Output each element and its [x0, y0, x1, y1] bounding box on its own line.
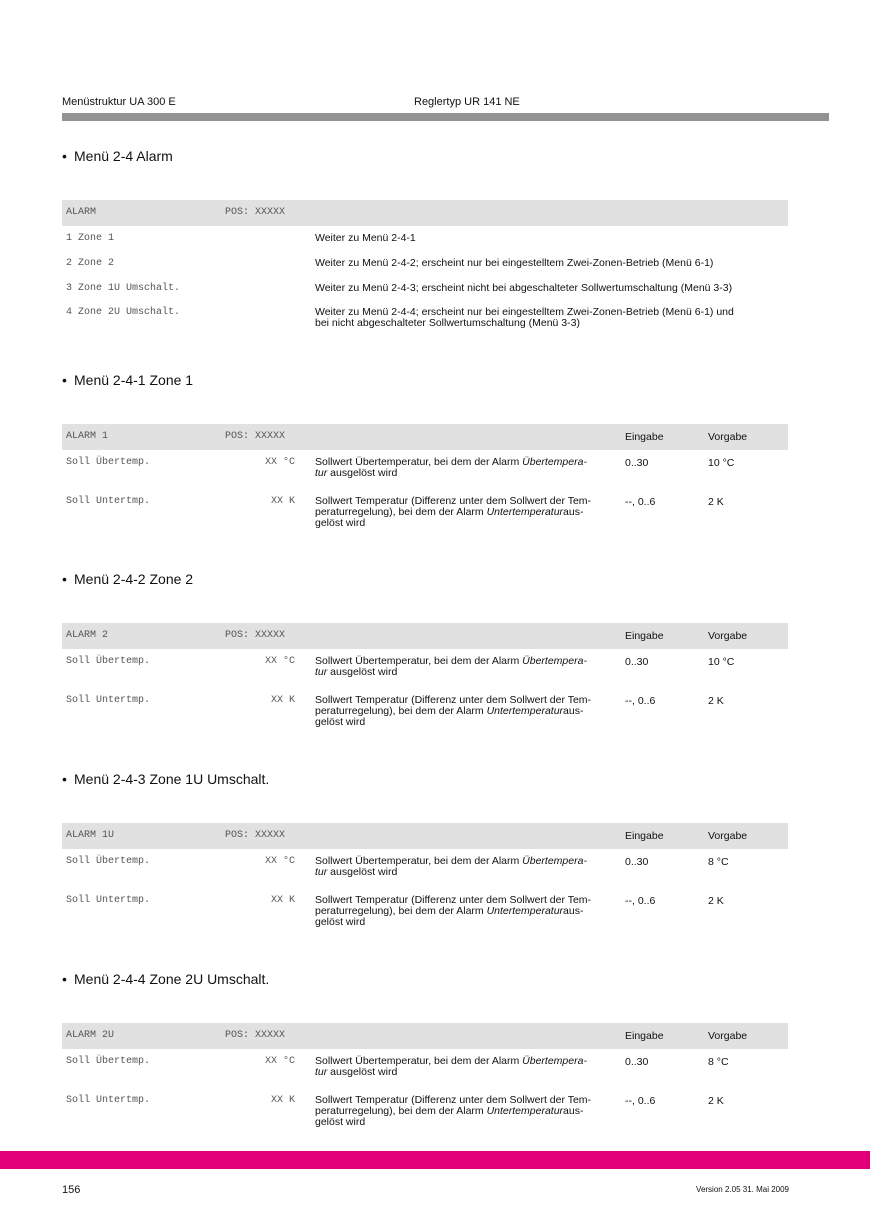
table-row	[62, 1088, 788, 1132]
row-value: XX K	[270, 695, 295, 706]
row-input: 0..30	[625, 856, 649, 868]
table-row	[62, 649, 788, 688]
table-row	[62, 888, 788, 932]
row-desc: Sollwert Temperatur (Differenz unter dem Sollwert der Tem- peraturregelung), bei dem der Alarm Untertemperaturaus- gelöst wird	[315, 894, 592, 928]
col-name-header: ALARM 2	[66, 630, 109, 641]
col-pos-header: POS: XXXXX	[225, 630, 286, 641]
row-value: XX K	[270, 895, 295, 906]
footer-bar	[0, 1151, 870, 1169]
row-name: Soll Untertmp.	[66, 496, 151, 507]
row-input: --, 0..6	[625, 695, 656, 707]
table-row	[62, 688, 788, 732]
table-row	[62, 450, 788, 489]
table-header	[62, 623, 788, 649]
table-row	[62, 849, 788, 888]
table-row	[62, 300, 788, 330]
row-input: --, 0..6	[625, 895, 656, 907]
header-rule	[62, 113, 829, 121]
section-heading-zone: • Menü 2-4-3 Zone 1U Umschalt.	[62, 771, 270, 787]
version-date: Version 2.05 31. Mai 2009	[696, 1185, 789, 1194]
row-desc: Weiter zu Menü 2-4-3; erscheint nicht bei abgeschalteter Sollwertumschaltung (Menü 3-3)	[315, 282, 733, 294]
section-heading-zone: • Menü 2-4-4 Zone 2U Umschalt.	[62, 971, 270, 987]
bullet: •	[62, 771, 67, 787]
table-row	[62, 276, 788, 300]
table-header	[62, 424, 788, 450]
col-pos-header: POS: XXXXX	[225, 431, 286, 442]
row-name: 3 Zone 1U Umschalt.	[66, 283, 181, 294]
col-name-header: ALARM 2U	[66, 1030, 115, 1041]
table-row	[62, 489, 788, 533]
row-input: 0..30	[625, 457, 649, 469]
table-zone	[62, 1023, 788, 1132]
header-left-title: Menüstruktur UA 300 E	[62, 96, 176, 108]
row-input: 0..30	[625, 656, 649, 668]
row-name: Soll Übertemp.	[66, 1056, 151, 1067]
table-zone	[62, 424, 788, 533]
row-value: XX °C	[264, 457, 295, 468]
col-name-header: ALARM	[66, 207, 97, 218]
bullet: •	[62, 971, 67, 987]
row-name: Soll Übertemp.	[66, 856, 151, 867]
row-desc: Weiter zu Menü 2-4-4; erscheint nur bei eingestelltem Zwei-Zonen-Betrieb (Menü 6-1) und bei nicht abgeschalteter Sollwertumschaltung (Menü 3-3)	[315, 306, 734, 329]
col-default-header: Vorgabe	[708, 630, 748, 642]
row-name: 4 Zone 2U Umschalt.	[66, 307, 181, 318]
row-desc: Sollwert Übertemperatur, bei dem der Alarm Übertempera- tur ausgelöst wird	[315, 1055, 587, 1078]
row-desc: Weiter zu Menü 2-4-1	[315, 232, 416, 244]
row-value: XX °C	[264, 656, 295, 667]
row-name: Soll Untertmp.	[66, 1095, 151, 1106]
col-default-header: Vorgabe	[708, 431, 748, 443]
table-row	[62, 226, 788, 251]
row-name: Soll Übertemp.	[66, 457, 151, 468]
row-desc: Sollwert Temperatur (Differenz unter dem Sollwert der Tem- peraturregelung), bei dem der Alarm Untertemperaturaus- gelöst wird	[315, 495, 592, 529]
row-desc: Weiter zu Menü 2-4-2; erscheint nur bei eingestelltem Zwei-Zonen-Betrieb (Menü 6-1)	[315, 257, 714, 269]
col-default-header: Vorgabe	[708, 830, 748, 842]
col-input-header: Eingabe	[625, 830, 664, 842]
table-header	[62, 200, 788, 226]
row-value: XX °C	[264, 856, 295, 867]
row-name: Soll Untertmp.	[66, 895, 151, 906]
row-input: --, 0..6	[625, 1095, 656, 1107]
section-heading-alarm: • Menü 2-4 Alarm	[62, 148, 173, 164]
col-default-header: Vorgabe	[708, 1030, 748, 1042]
row-name: 2 Zone 2	[66, 258, 115, 269]
row-value: XX K	[270, 496, 295, 507]
row-name: Soll Untertmp.	[66, 695, 151, 706]
bullet: •	[62, 148, 67, 164]
col-input-header: Eingabe	[625, 431, 664, 443]
col-pos-header: POS: XXXXX	[225, 1030, 286, 1041]
row-desc: Sollwert Übertemperatur, bei dem der Alarm Übertempera- tur ausgelöst wird	[315, 855, 587, 878]
row-default: 8 °C	[708, 856, 729, 868]
section-heading-zone: • Menü 2-4-1 Zone 1	[62, 372, 194, 388]
col-pos-header: POS: XXXXX	[225, 830, 286, 841]
table-alarm	[62, 200, 788, 330]
row-default: 2 K	[708, 895, 724, 907]
row-default: 8 °C	[708, 1056, 729, 1068]
table-header	[62, 823, 788, 849]
row-desc: Sollwert Übertemperatur, bei dem der Alarm Übertempera- tur ausgelöst wird	[315, 655, 587, 678]
bullet: •	[62, 571, 67, 587]
section-heading-zone: • Menü 2-4-2 Zone 2	[62, 571, 194, 587]
col-input-header: Eingabe	[625, 1030, 664, 1042]
row-desc: Sollwert Temperatur (Differenz unter dem Sollwert der Tem- peraturregelung), bei dem der Alarm Untertemperaturaus- gelöst wird	[315, 1094, 592, 1128]
row-default: 10 °C	[708, 457, 735, 469]
row-default: 10 °C	[708, 656, 735, 668]
row-input: 0..30	[625, 1056, 649, 1068]
row-desc: Sollwert Temperatur (Differenz unter dem Sollwert der Tem- peraturregelung), bei dem der Alarm Untertemperaturaus- gelöst wird	[315, 694, 592, 728]
row-input: --, 0..6	[625, 496, 656, 508]
row-default: 2 K	[708, 1095, 724, 1107]
row-value: XX °C	[264, 1056, 295, 1067]
table-zone	[62, 823, 788, 932]
header-center-title: Reglertyp UR 141 NE	[414, 96, 520, 108]
row-name: Soll Übertemp.	[66, 656, 151, 667]
table-row	[62, 251, 788, 276]
row-default: 2 K	[708, 695, 724, 707]
col-name-header: ALARM 1U	[66, 830, 115, 841]
row-default: 2 K	[708, 496, 724, 508]
col-input-header: Eingabe	[625, 630, 664, 642]
page-number: 156	[62, 1184, 81, 1196]
table-header	[62, 1023, 788, 1049]
bullet: •	[62, 372, 67, 388]
table-zone	[62, 623, 788, 732]
col-name-header: ALARM 1	[66, 431, 109, 442]
row-value: XX K	[270, 1095, 295, 1106]
row-desc: Sollwert Übertemperatur, bei dem der Alarm Übertempera- tur ausgelöst wird	[315, 456, 587, 479]
table-row	[62, 1049, 788, 1088]
row-name: 1 Zone 1	[66, 233, 115, 244]
col-pos-header: POS: XXXXX	[225, 207, 286, 218]
